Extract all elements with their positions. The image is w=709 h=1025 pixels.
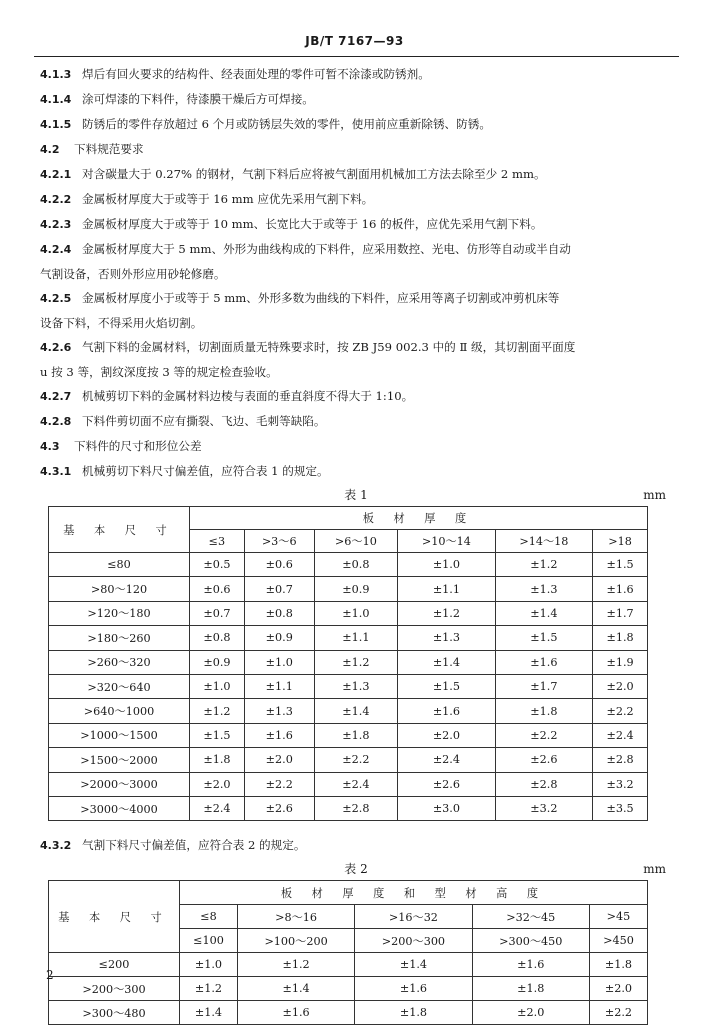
table2-group-header: 板 材 厚 度 和 型 材 高 度	[180, 881, 648, 905]
table2-cell: ±1.6	[472, 953, 589, 977]
table2-col-header-height: >100～200	[237, 929, 354, 953]
paragraph-group-wrapped	[40, 237, 672, 384]
table2-cell: ±2.0	[472, 1001, 589, 1025]
clause-text-continued: u 按 3 等，割纹深度按 3 等的规定检查验收。	[40, 365, 278, 379]
table2-col-header-thickness: ≤8	[180, 905, 238, 929]
table-row	[49, 674, 648, 698]
table1-row-label: >3000～4000	[49, 796, 190, 820]
clause-number: 4.1.4	[40, 93, 72, 106]
table1-caption: 表 1	[344, 488, 368, 502]
clause-text: 防锈后的零件存放超过 6 个月或防锈层失效的零件，使用前应重新除锈、防锈。	[82, 117, 491, 131]
table1-cell: ±1.2	[398, 601, 495, 625]
table1-cell: ±0.6	[244, 553, 314, 577]
table2-cell: ±1.8	[589, 953, 647, 977]
table1-group-header: 板 材 厚 度	[190, 507, 648, 530]
table2-cell: ±1.0	[180, 953, 238, 977]
table1-row-label: >1500～2000	[49, 748, 190, 772]
table1-row-label: >320～640	[49, 674, 190, 698]
table1-cell: ±1.6	[244, 723, 314, 747]
table2-cell: ±1.8	[472, 977, 589, 1001]
paragraph-4-2-7	[40, 384, 672, 409]
table1-cell: ±1.3	[314, 674, 398, 698]
table1-cell: ±2.0	[190, 772, 245, 796]
table1-cell: ±2.6	[244, 796, 314, 820]
table-row	[49, 699, 648, 723]
table1-cell: ±2.8	[314, 796, 398, 820]
table2-cell: ±1.6	[355, 977, 472, 1001]
table2-col-header-thickness: >32～45	[472, 905, 589, 929]
table1-cell: ±3.2	[495, 796, 592, 820]
table1-cell: ±1.6	[398, 699, 495, 723]
table1-unit: mm	[643, 488, 666, 502]
paragraph-4-2-1	[40, 162, 672, 187]
table-row	[49, 723, 648, 747]
table-row	[49, 772, 648, 796]
paragraph-4-2-6	[40, 335, 672, 384]
table1-cell: ±1.3	[495, 577, 592, 601]
table2-col-header-height: >300～450	[472, 929, 589, 953]
paragraph-4-2-4	[40, 237, 672, 286]
paragraph-4-1-4	[40, 87, 672, 112]
table1-cell: ±1.1	[314, 626, 398, 650]
table2-unit: mm	[643, 862, 666, 877]
table1-cell: ±1.8	[314, 723, 398, 747]
table-row	[49, 601, 648, 625]
table1-cell: ±0.8	[314, 553, 398, 577]
table1-cell: ±1.0	[244, 650, 314, 674]
table2-col-header-thickness: >16～32	[355, 905, 472, 929]
table-row	[49, 650, 648, 674]
table1-cell: ±2.0	[593, 674, 648, 698]
table2-row-label: ≤200	[49, 953, 180, 977]
clause-number: 4.2.3	[40, 218, 72, 231]
clause-number: 4.2.7	[40, 390, 72, 403]
table1-col-header: >3～6	[244, 530, 314, 553]
clause-number: 4.2.6	[40, 341, 72, 354]
table2-caption: 表 2	[344, 862, 368, 877]
paragraph-4-3-1	[40, 459, 672, 484]
table2-row-label: >300～480	[49, 1001, 180, 1025]
table1-cell: ±1.3	[244, 699, 314, 723]
table1-row-label: >640～1000	[49, 699, 190, 723]
table1-cell: ±1.1	[244, 674, 314, 698]
table2-header-row-1	[49, 881, 648, 905]
table1-row-label: >120～180	[49, 601, 190, 625]
table2-col-header-height: ≤100	[180, 929, 238, 953]
paragraph-4-2	[40, 137, 672, 162]
table1-cell: ±1.8	[190, 748, 245, 772]
table-row	[49, 553, 648, 577]
table-row	[49, 626, 648, 650]
table1-cell: ±1.7	[593, 601, 648, 625]
table1-row-label: >2000～3000	[49, 772, 190, 796]
table-row	[49, 796, 648, 820]
table2-col-header-thickness: >45	[589, 905, 647, 929]
clause-number: 4.2.5	[40, 292, 72, 305]
clause-text: 对含碳量大于 0.27% 的钢材，气割下料后应将被气割面用机械加工方法去除至少 2 mm。	[82, 167, 546, 181]
table1-cell: ±0.6	[190, 577, 245, 601]
paragraph-4-2-2	[40, 187, 672, 212]
clause-number: 4.2.4	[40, 243, 72, 256]
table-row	[49, 748, 648, 772]
table1-cell: ±1.3	[398, 626, 495, 650]
table1-cell: ±2.8	[495, 772, 592, 796]
table1-row-label: >80～120	[49, 577, 190, 601]
table1-cell: ±0.7	[190, 601, 245, 625]
paragraph-group-b	[40, 384, 672, 484]
clause-text-continued: 气割设备，否则外形应用砂轮修磨。	[40, 267, 226, 281]
table1-cell: ±2.8	[593, 748, 648, 772]
table1-cell: ±2.4	[398, 748, 495, 772]
table1-cell: ±1.7	[495, 674, 592, 698]
table1-cell: ±1.2	[495, 553, 592, 577]
clause-text-continued: 设备下料，不得采用火焰切割。	[40, 316, 203, 330]
table1-cell: ±0.8	[244, 601, 314, 625]
paragraph-4-2-8	[40, 409, 672, 434]
clause-number: 4.3.1	[40, 465, 72, 478]
table1-cell: ±2.2	[314, 748, 398, 772]
table2-col-header-height: >200～300	[355, 929, 472, 953]
clause-text: 下料件剪切面不应有撕裂、飞边、毛刺等缺陷。	[82, 414, 326, 428]
table1-cell: ±1.1	[398, 577, 495, 601]
table2	[48, 880, 648, 1025]
paragraph-group-a	[40, 62, 672, 237]
paragraph-4-3	[40, 434, 672, 459]
clause-number: 4.2.2	[40, 193, 72, 206]
table1-cell: ±1.5	[593, 553, 648, 577]
table2-cell: ±1.8	[355, 1001, 472, 1025]
table1-cell: ±1.0	[314, 601, 398, 625]
table1-cell: ±1.4	[398, 650, 495, 674]
table1-cell: ±3.5	[593, 796, 648, 820]
table1-cell: ±2.4	[190, 796, 245, 820]
clause-text: 涂可焊漆的下料件，待漆膜干燥后方可焊接。	[82, 92, 314, 106]
table1-cell: ±0.9	[190, 650, 245, 674]
table1-col-header: >14～18	[495, 530, 592, 553]
table1-cell: ±1.0	[190, 674, 245, 698]
table2-col-header-thickness: >8～16	[237, 905, 354, 929]
table1-cell: ±2.2	[244, 772, 314, 796]
clause-text: 金属板材厚度大于或等于 16 mm 应优先采用气割下料。	[82, 192, 374, 206]
page-header: JB/T 7167—93	[0, 34, 709, 48]
clause-text: 机械剪切下料的金属材料边棱与表面的垂直斜度不得大于 1:10。	[82, 389, 414, 403]
table1-cell: ±2.2	[495, 723, 592, 747]
clause-number: 4.1.5	[40, 118, 72, 131]
clause-text: 金属板材厚度大于 5 mm、外形为曲线构成的下料件，应采用数控、光电、仿形等自动或半自动	[82, 242, 571, 256]
table1-cell: ±2.4	[593, 723, 648, 747]
table1-cell: ±2.6	[398, 772, 495, 796]
table1-base-size-header: 基 本 尺 寸	[49, 507, 190, 553]
clause-text: 机械剪切下料尺寸偏差值，应符合表 1 的规定。	[82, 464, 329, 478]
table1-cell: ±1.5	[398, 674, 495, 698]
clause-number: 4.2	[40, 143, 60, 156]
clause-number: 4.1.3	[40, 68, 72, 81]
clause-text: 金属板材厚度小于或等于 5 mm、外形多数为曲线的下料件，应采用等离子切割或冲剪机床等	[82, 291, 560, 305]
table1-cell: ±3.2	[593, 772, 648, 796]
table1-cell: ±1.2	[190, 699, 245, 723]
table1-cell: ±1.9	[593, 650, 648, 674]
page-number: 2	[46, 968, 54, 982]
table2-row-label: >200～300	[49, 977, 180, 1001]
table2-cell: ±1.4	[355, 953, 472, 977]
clause-text: 焊后有回火要求的结构件、经表面处理的零件可暂不涂漆或防锈剂。	[82, 67, 430, 81]
table1-cell: ±1.8	[593, 626, 648, 650]
table1-cell: ±0.9	[244, 626, 314, 650]
table-row	[49, 977, 648, 1001]
table2-col-header-height: >450	[589, 929, 647, 953]
clause-number: 4.3	[40, 440, 60, 453]
table1-col-header: >18	[593, 530, 648, 553]
table2-cell: ±1.2	[237, 953, 354, 977]
table1-cell: ±1.4	[495, 601, 592, 625]
table1-col-header: >6～10	[314, 530, 398, 553]
paragraph-4-2-3	[40, 212, 672, 237]
table2-base-size-header: 基 本 尺 寸	[49, 881, 180, 953]
table1-cell: ±0.9	[314, 577, 398, 601]
table2-cell: ±1.2	[180, 977, 238, 1001]
table2-cell: ±2.0	[589, 977, 647, 1001]
table2-cell: ±1.6	[237, 1001, 354, 1025]
table1-cell: ±2.6	[495, 748, 592, 772]
table1-cell: ±0.7	[244, 577, 314, 601]
table1	[48, 506, 648, 821]
table2-cell: ±1.4	[237, 977, 354, 1001]
clause-text: 下料规范要求	[74, 142, 144, 156]
clause-text: 金属板材厚度大于或等于 10 mm、长宽比大于或等于 16 的板件，应优先采用气割下料。	[82, 217, 543, 231]
table1-row-label: ≤80	[49, 553, 190, 577]
table1-cell: ±1.6	[495, 650, 592, 674]
table1-col-header: ≤3	[190, 530, 245, 553]
table1-cell: ±1.2	[314, 650, 398, 674]
table1-cell: ±1.5	[495, 626, 592, 650]
clause-number: 4.2.1	[40, 168, 72, 181]
table1-cell: ±0.5	[190, 553, 245, 577]
table1-cell: ±1.5	[190, 723, 245, 747]
clause-number: 4.2.8	[40, 415, 72, 428]
table1-cell: ±2.0	[398, 723, 495, 747]
table2-caption-row	[40, 858, 672, 880]
table1-row-label: >260～320	[49, 650, 190, 674]
table1-cell: ±1.4	[314, 699, 398, 723]
table1-cell: ±3.0	[398, 796, 495, 820]
table-row	[49, 577, 648, 601]
clause-text: 下料件的尺寸和形位公差	[74, 439, 202, 453]
table1-cell: ±1.8	[495, 699, 592, 723]
table1-cell: ±0.8	[190, 626, 245, 650]
document-body	[40, 62, 672, 1025]
table1-cell: ±1.0	[398, 553, 495, 577]
table1-caption-row	[40, 484, 672, 506]
clause-text: 气割下料的金属材料，切割面质量无特殊要求时，按 ZB J59 002.3 中的 Ⅱ 级，其切割面平面度	[82, 340, 576, 354]
table1-col-header: >10～14	[398, 530, 495, 553]
table-row	[49, 953, 648, 977]
paragraph-4-2-5	[40, 286, 672, 335]
table-row	[49, 1001, 648, 1025]
table1-row-label: >1000～1500	[49, 723, 190, 747]
paragraph-4-1-5	[40, 112, 672, 137]
paragraph-4-1-3	[40, 62, 672, 87]
paragraph-4-3-2: 4.3.2 气割下料尺寸偏差值，应符合表 2 的规定。	[40, 838, 306, 853]
table1-cell: ±1.6	[593, 577, 648, 601]
table1-cell: ±2.4	[314, 772, 398, 796]
table1-cell: ±2.2	[593, 699, 648, 723]
table2-cell: ±1.4	[180, 1001, 238, 1025]
table1-row-label: >180～260	[49, 626, 190, 650]
table2-cell: ±2.2	[589, 1001, 647, 1025]
table1-header-row-1	[49, 507, 648, 530]
table1-cell: ±2.0	[244, 748, 314, 772]
